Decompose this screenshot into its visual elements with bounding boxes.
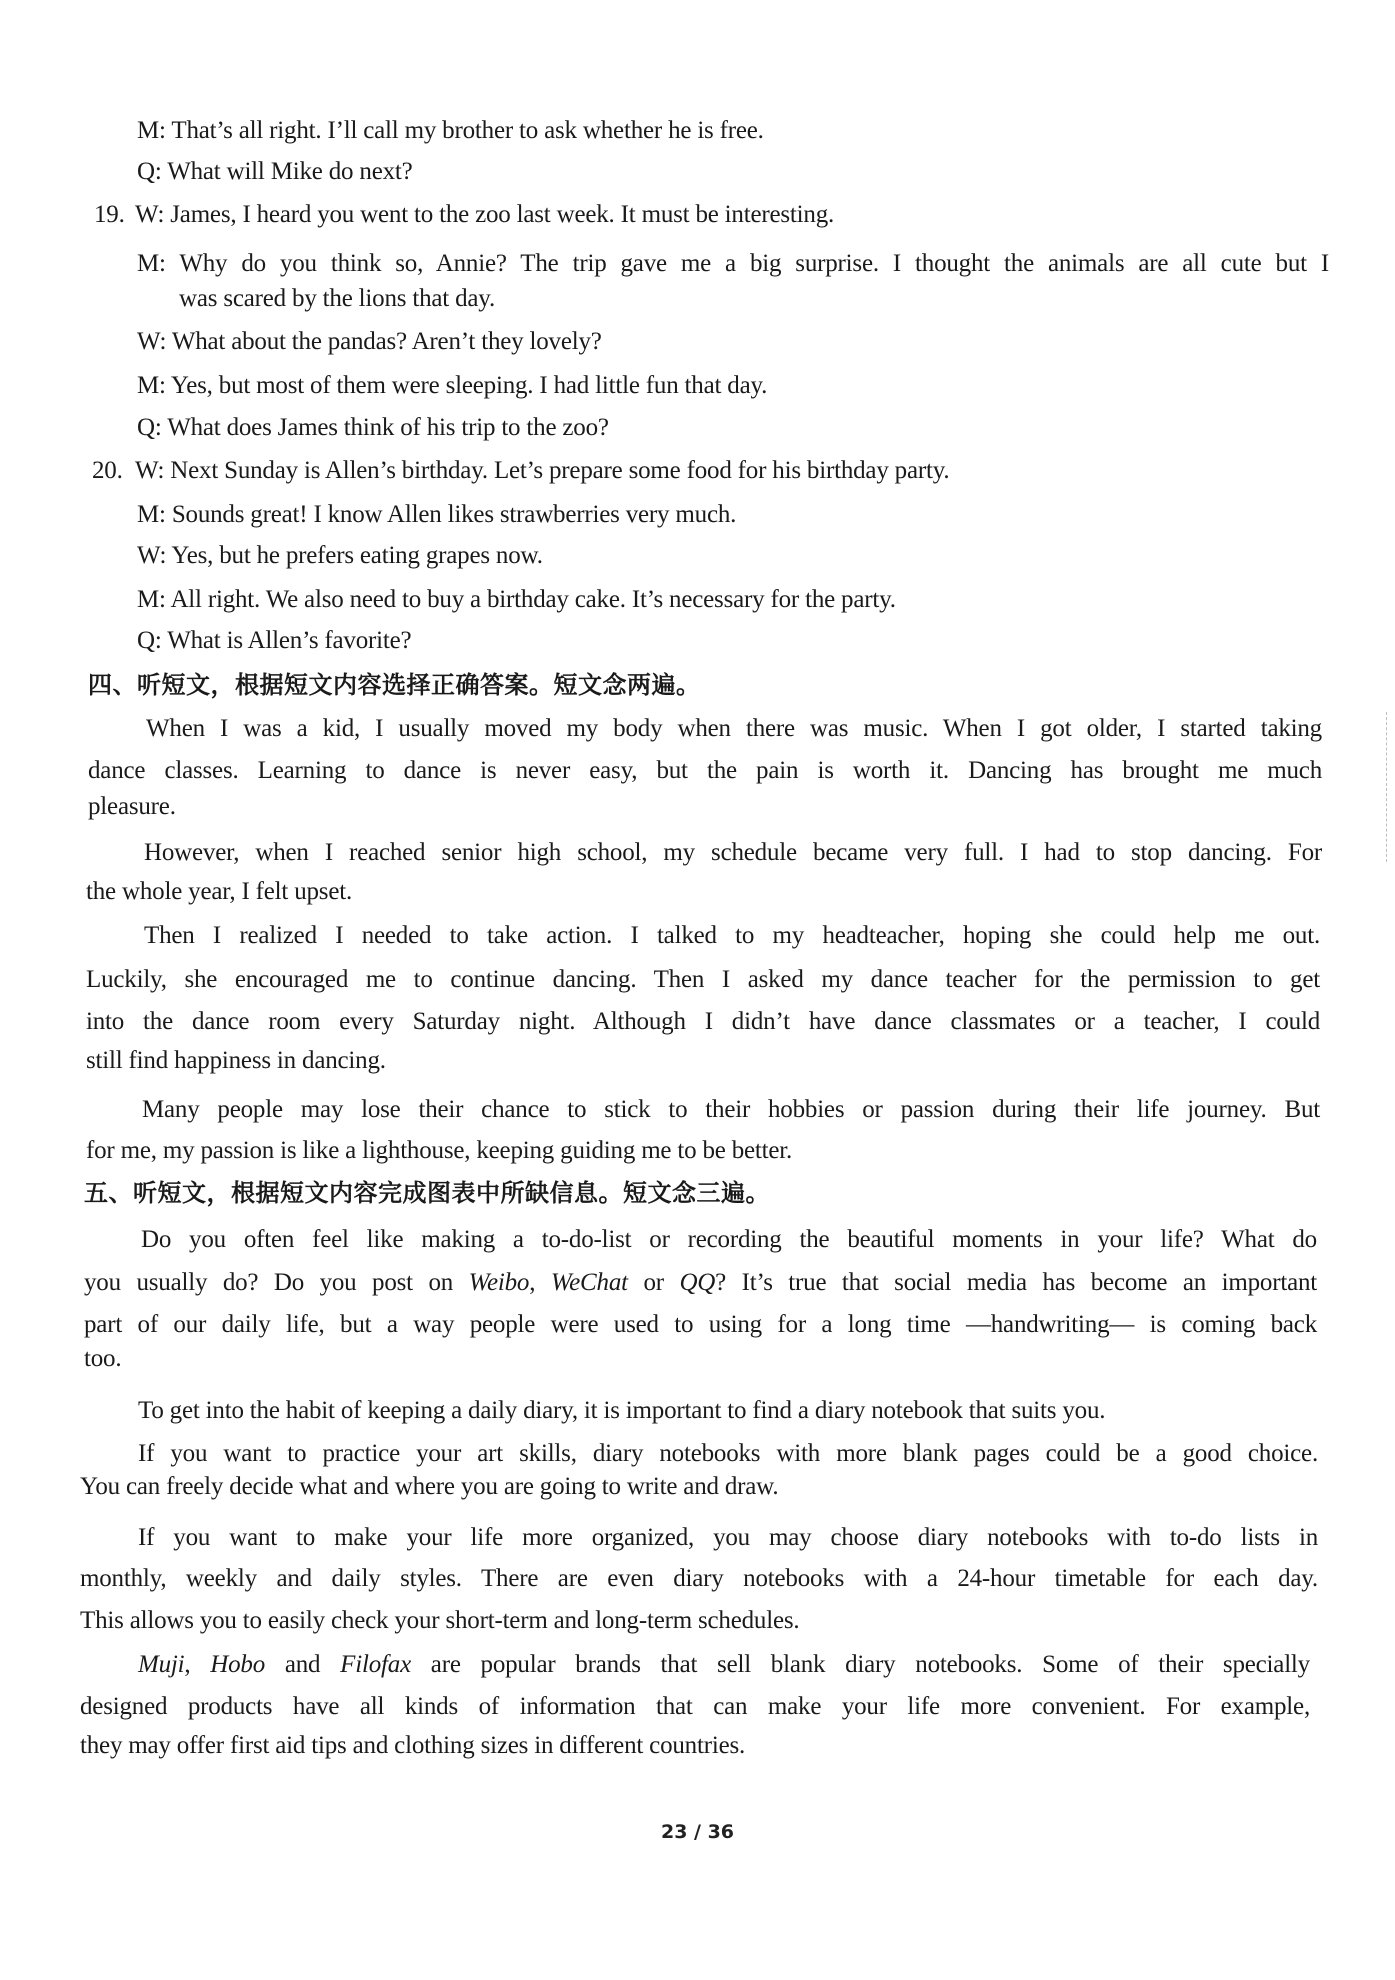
section-heading-5: 五、听短文，根据短文内容完成图表中所缺信息。短文念三遍。 (84, 1178, 770, 1207)
paragraph-line: dance classes. Learning to dance is never easy, but the pain is worth it. Dancing has brought me much (88, 757, 1322, 784)
paragraph-line: part of our daily life, but a way people were used to using for a long time —handwriting— is coming back (84, 1311, 1317, 1338)
paragraph-line: Luckily, she encouraged me to continue dancing. Then I asked my dance teacher for the permission to get (86, 966, 1320, 993)
question-number: 20. (92, 457, 123, 484)
paragraph-line: designed products have all kinds of information that can make your life more convenient. For example, (80, 1693, 1310, 1720)
paragraph-line: for me, my passion is like a lighthouse, keeping guiding me to be better. (86, 1137, 793, 1164)
paragraph-line: However, when I reached senior high school, my schedule became very full. I had to stop dancing. For (144, 839, 1322, 866)
paragraph-line: too. (84, 1345, 122, 1372)
dialogue-line: W: James, I heard you went to the zoo last week. It must be interesting. (135, 201, 835, 228)
dialogue-line: M: Yes, but most of them were sleeping. I had little fun that day. (137, 372, 768, 399)
scan-margin-mark (1386, 712, 1387, 862)
question-line: Q: What does James think of his trip to the zoo? (137, 414, 609, 441)
text-run: or (627, 1269, 680, 1296)
dialogue-line: M: That’s all right. I’ll call my brother to ask whether he is free. (137, 117, 764, 144)
brand-wechat: WeChat (550, 1269, 628, 1296)
paragraph-line: Many people may lose their chance to stick to their hobbies or passion during their life journey. But (142, 1096, 1320, 1123)
dialogue-line: W: Next Sunday is Allen’s birthday. Let’s prepare some food for his birthday party. (135, 457, 950, 484)
paragraph-line (138, 1650, 1310, 1680)
dialogue-line: M: Sounds great! I know Allen likes strawberries very much. (137, 501, 737, 528)
page-number: 23 / 36 (660, 1821, 735, 1843)
paragraph-line: into the dance room every Saturday night. Although I didn’t have dance classmates or a teacher, I could (86, 1008, 1320, 1035)
question-line: Q: What will Mike do next? (137, 158, 413, 185)
text-run: are popular brands that sell blank diary notebooks. Some of their specially (410, 1651, 1310, 1678)
dialogue-line: M: Why do you think so, Annie? The trip gave me a big surprise. I thought the animals are all cute but I (137, 250, 1329, 277)
dialogue-line: W: Yes, but he prefers eating grapes now. (137, 542, 543, 569)
brand-qq: QQ (679, 1269, 716, 1296)
section-heading-4: 四、听短文，根据短文内容选择正确答案。短文念两遍。 (88, 670, 701, 699)
text-run: , (184, 1651, 211, 1678)
paragraph-line: Do you often feel like making a to-do-list or recording the beautiful moments in your life? What do (141, 1226, 1317, 1253)
paragraph-line: pleasure. (88, 793, 176, 820)
paragraph-line: Then I realized I needed to take action. I talked to my headteacher, hoping she could help me out. (144, 922, 1320, 949)
paragraph-line: If you want to make your life more organized, you may choose diary notebooks with to-do lists in (138, 1524, 1318, 1551)
brand-hobo: Hobo (210, 1651, 266, 1678)
brand-weibo: Weibo (468, 1269, 530, 1296)
paragraph-line: still find happiness in dancing. (86, 1047, 386, 1074)
text-run: you usually do? Do you post on (84, 1269, 469, 1296)
dialogue-line: was scared by the lions that day. (179, 285, 495, 312)
paragraph-line: monthly, weekly and daily styles. There are even diary notebooks with a 24-hour timetable for each day. (80, 1565, 1318, 1592)
question-number: 19. (94, 201, 125, 228)
text-run: ? It’s true that social media has become an important (715, 1269, 1318, 1296)
brand-muji: Muji (138, 1651, 185, 1678)
text-run: and (265, 1651, 341, 1678)
paragraph-line: the whole year, I felt upset. (86, 878, 353, 905)
text-run: , (529, 1269, 551, 1296)
paragraph-line: they may offer first aid tips and clothing sizes in different countries. (80, 1732, 746, 1759)
paragraph-line: You can freely decide what and where you are going to write and draw. (80, 1473, 779, 1500)
dialogue-line: M: All right. We also need to buy a birthday cake. It’s necessary for the party. (137, 586, 896, 613)
paragraph-line: To get into the habit of keeping a daily diary, it is important to find a diary notebook that suits you. (138, 1397, 1106, 1424)
dialogue-line: W: What about the pandas? Aren’t they lovely? (137, 328, 602, 355)
paragraph-line: If you want to practice your art skills, diary notebooks with more blank pages could be a good choice. (138, 1440, 1318, 1467)
paragraph-line: When I was a kid, I usually moved my body when there was music. When I got older, I started taking (146, 715, 1322, 742)
question-line: Q: What is Allen’s favorite? (137, 627, 412, 654)
paragraph-line (84, 1268, 1317, 1298)
paragraph-line: This allows you to easily check your short-term and long-term schedules. (80, 1607, 800, 1634)
brand-filofax: Filofax (340, 1651, 411, 1678)
